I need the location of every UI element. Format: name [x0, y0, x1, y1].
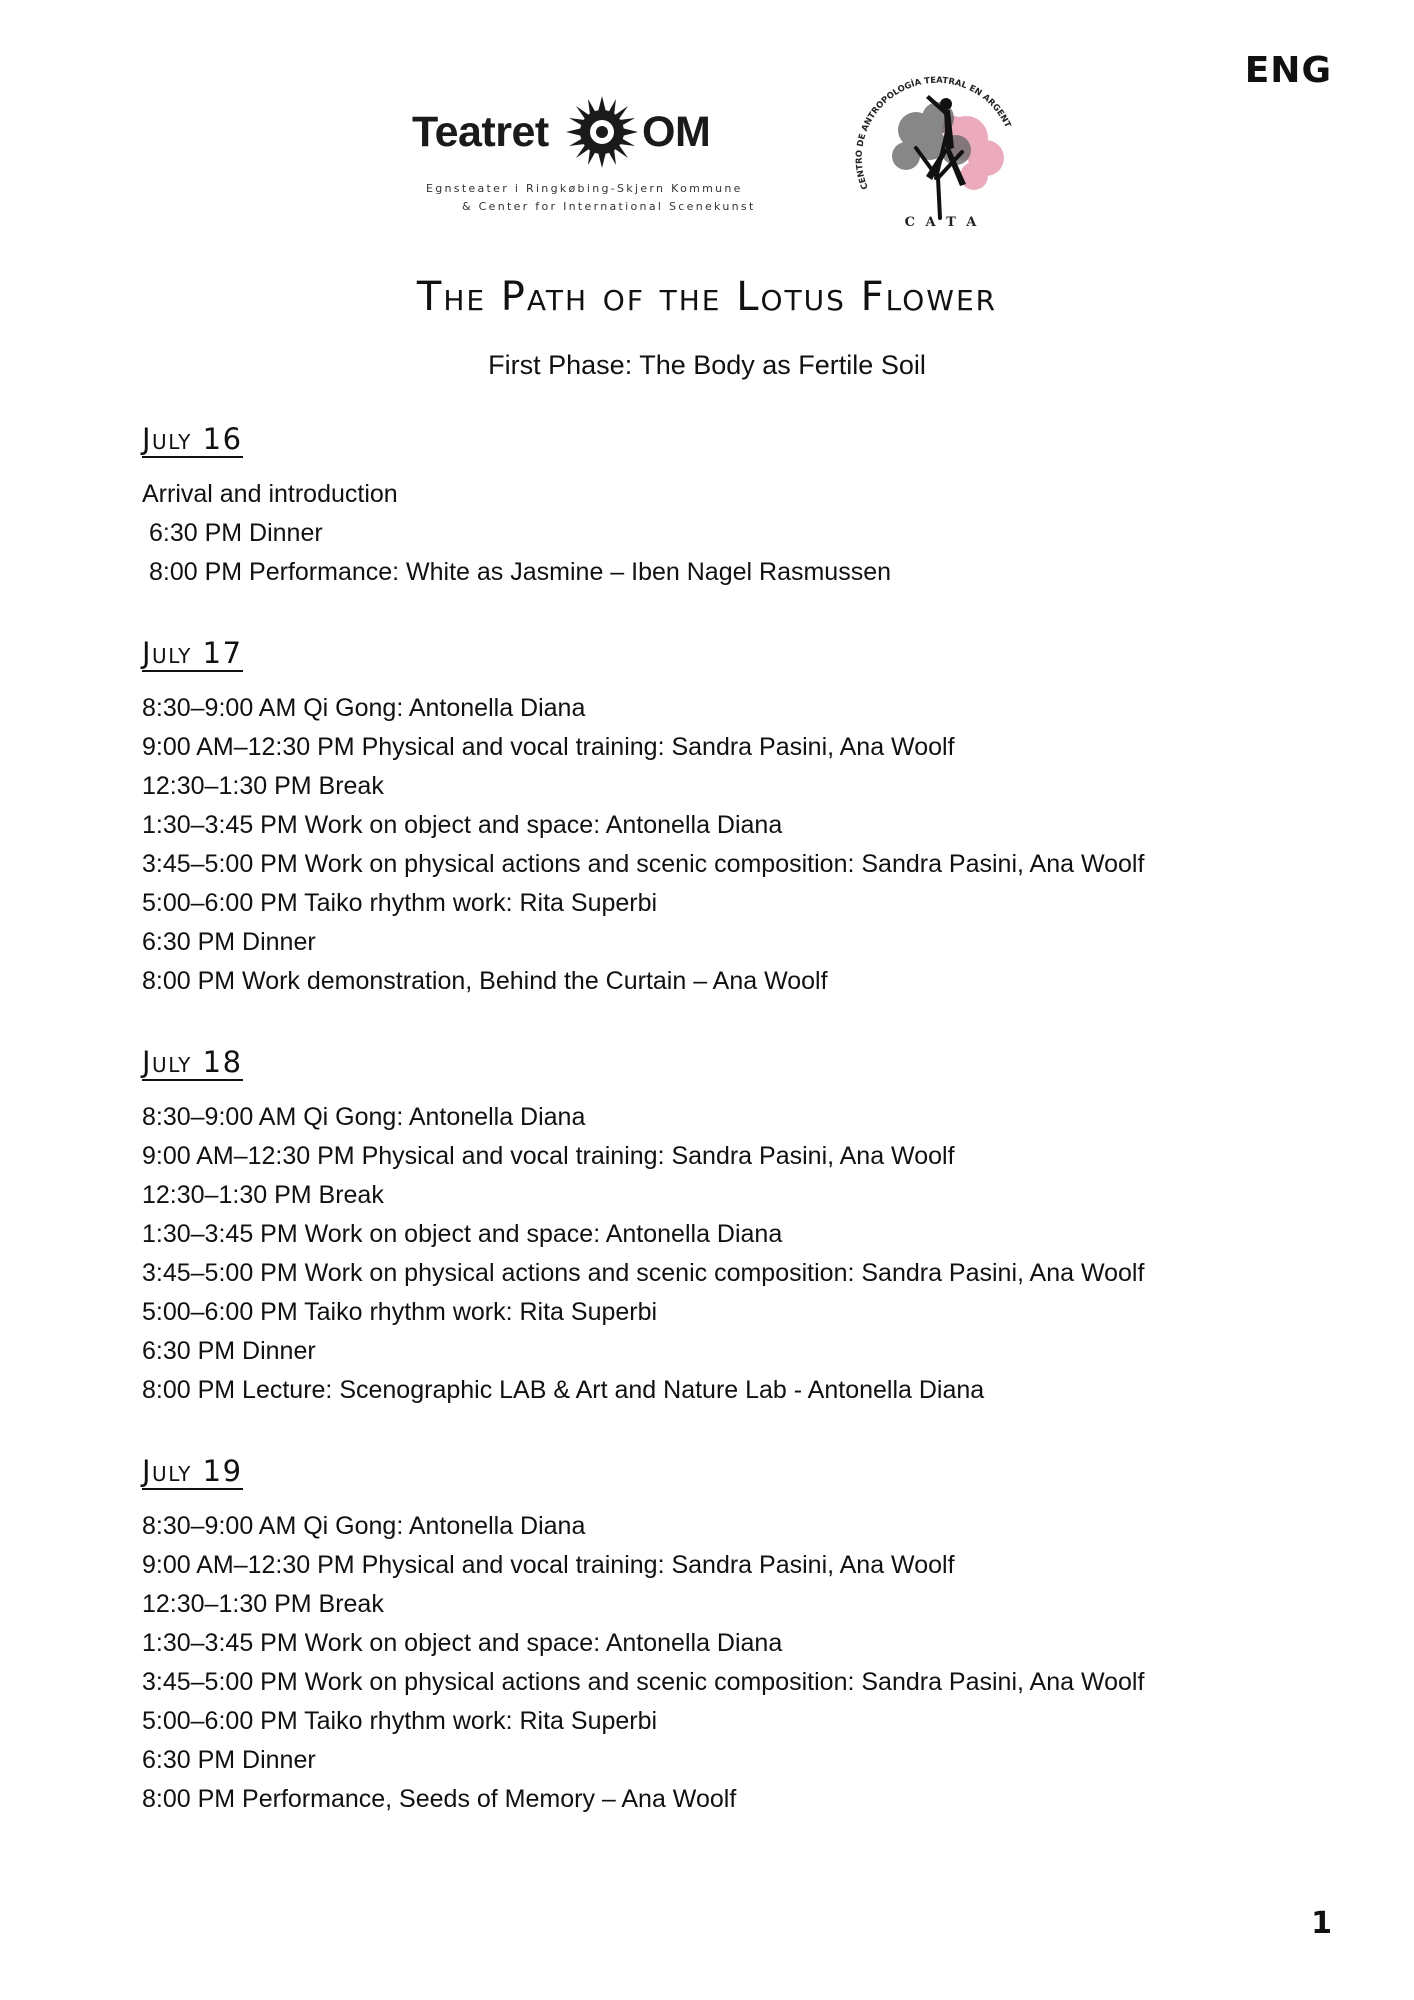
day-heading: July 18: [142, 1045, 243, 1079]
day-heading: July 16: [142, 422, 243, 456]
teatret-om-logo: [412, 92, 756, 220]
schedule-item: 1:30–3:45 PM Work on object and space: Antonella Diana: [142, 1220, 783, 1248]
schedule-item: 12:30–1:30 PM Break: [142, 1590, 384, 1618]
schedule-item: 5:00–6:00 PM Taiko rhythm work: Rita Superbi: [142, 889, 658, 917]
schedule-item: 9:00 AM–12:30 PM Physical and vocal training: Sandra Pasini, Ana Woolf: [142, 1551, 955, 1579]
logo-subtitle-line2: & Center for International Scenekunst: [462, 200, 756, 213]
schedule-item: 12:30–1:30 PM Break: [142, 1181, 384, 1209]
schedule-item: 9:00 AM–12:30 PM Physical and vocal training: Sandra Pasini, Ana Woolf: [142, 1142, 955, 1170]
schedule-item: 8:00 PM Performance, Seeds of Memory – Ana Woolf: [142, 1785, 737, 1813]
schedule-item: 1:30–3:45 PM Work on object and space: Antonella Diana: [142, 811, 783, 839]
schedule-item: 9:00 AM–12:30 PM Physical and vocal training: Sandra Pasini, Ana Woolf: [142, 733, 955, 761]
day-heading: July 19: [142, 1454, 243, 1488]
day-section: [142, 1456, 1144, 1819]
language-label: ENG: [1244, 50, 1332, 91]
schedule-item: 3:45–5:00 PM Work on physical actions and scenic composition: Sandra Pasini, Ana Woolf: [142, 1259, 1145, 1287]
schedule-item: 6:30 PM Dinner: [142, 1746, 316, 1774]
day-section: [142, 424, 891, 592]
day-heading: July 17: [142, 636, 243, 670]
day-section: [142, 1047, 1144, 1410]
schedule-item: 5:00–6:00 PM Taiko rhythm work: Rita Superbi: [142, 1707, 658, 1735]
page-title: The Path of the Lotus Flower: [416, 274, 998, 320]
page-number: 1: [1311, 1906, 1332, 1941]
schedule-item: 6:30 PM Dinner: [142, 1337, 316, 1365]
schedule-item: 3:45–5:00 PM Work on physical actions and scenic composition: Sandra Pasini, Ana Woolf: [142, 850, 1145, 878]
cata-arc-text: CENTRO DE ANTROPOLOGÍA TEATRAL EN ARGENT: [854, 75, 1013, 191]
schedule-item: 6:30 PM Dinner: [142, 928, 316, 956]
logo-word-teatret: Teatret: [412, 108, 549, 156]
schedule-item: 6:30 PM Dinner: [149, 519, 323, 547]
logo-word-om: OM: [642, 108, 711, 156]
schedule-item: 8:00 PM Lecture: Scenographic LAB & Art and Nature Lab - Antonella Diana: [142, 1376, 985, 1404]
schedule-item: 12:30–1:30 PM Break: [142, 772, 384, 800]
logo-subtitle-line1: Egnsteater i Ringkøbing-Skjern Kommune: [426, 182, 743, 195]
schedule-item: 8:00 PM Performance: White as Jasmine – Iben Nagel Rasmussen: [149, 558, 892, 586]
schedule-item: 1:30–3:45 PM Work on object and space: Antonella Diana: [142, 1629, 783, 1657]
page-subtitle: First Phase: The Body as Fertile Soil: [488, 350, 926, 380]
schedule-item: 8:00 PM Work demonstration, Behind the Curtain – Ana Woolf: [142, 967, 828, 995]
schedule-item: 8:30–9:00 AM Qi Gong: Antonella Diana: [142, 1103, 586, 1131]
schedule-item: 8:30–9:00 AM Qi Gong: Antonella Diana: [142, 1512, 586, 1540]
schedule-item: 5:00–6:00 PM Taiko rhythm work: Rita Superbi: [142, 1298, 658, 1326]
sun-icon: [564, 94, 640, 170]
schedule-item: 8:30–9:00 AM Qi Gong: Antonella Diana: [142, 694, 586, 722]
cata-letters: C A T A: [904, 215, 980, 230]
tree-dancer-icon: [846, 68, 1036, 238]
cata-logo: [846, 68, 1036, 238]
schedule-item: 3:45–5:00 PM Work on physical actions and scenic composition: Sandra Pasini, Ana Woolf: [142, 1668, 1145, 1696]
day-section: [142, 638, 1144, 1001]
schedule-item: Arrival and introduction: [142, 480, 398, 508]
